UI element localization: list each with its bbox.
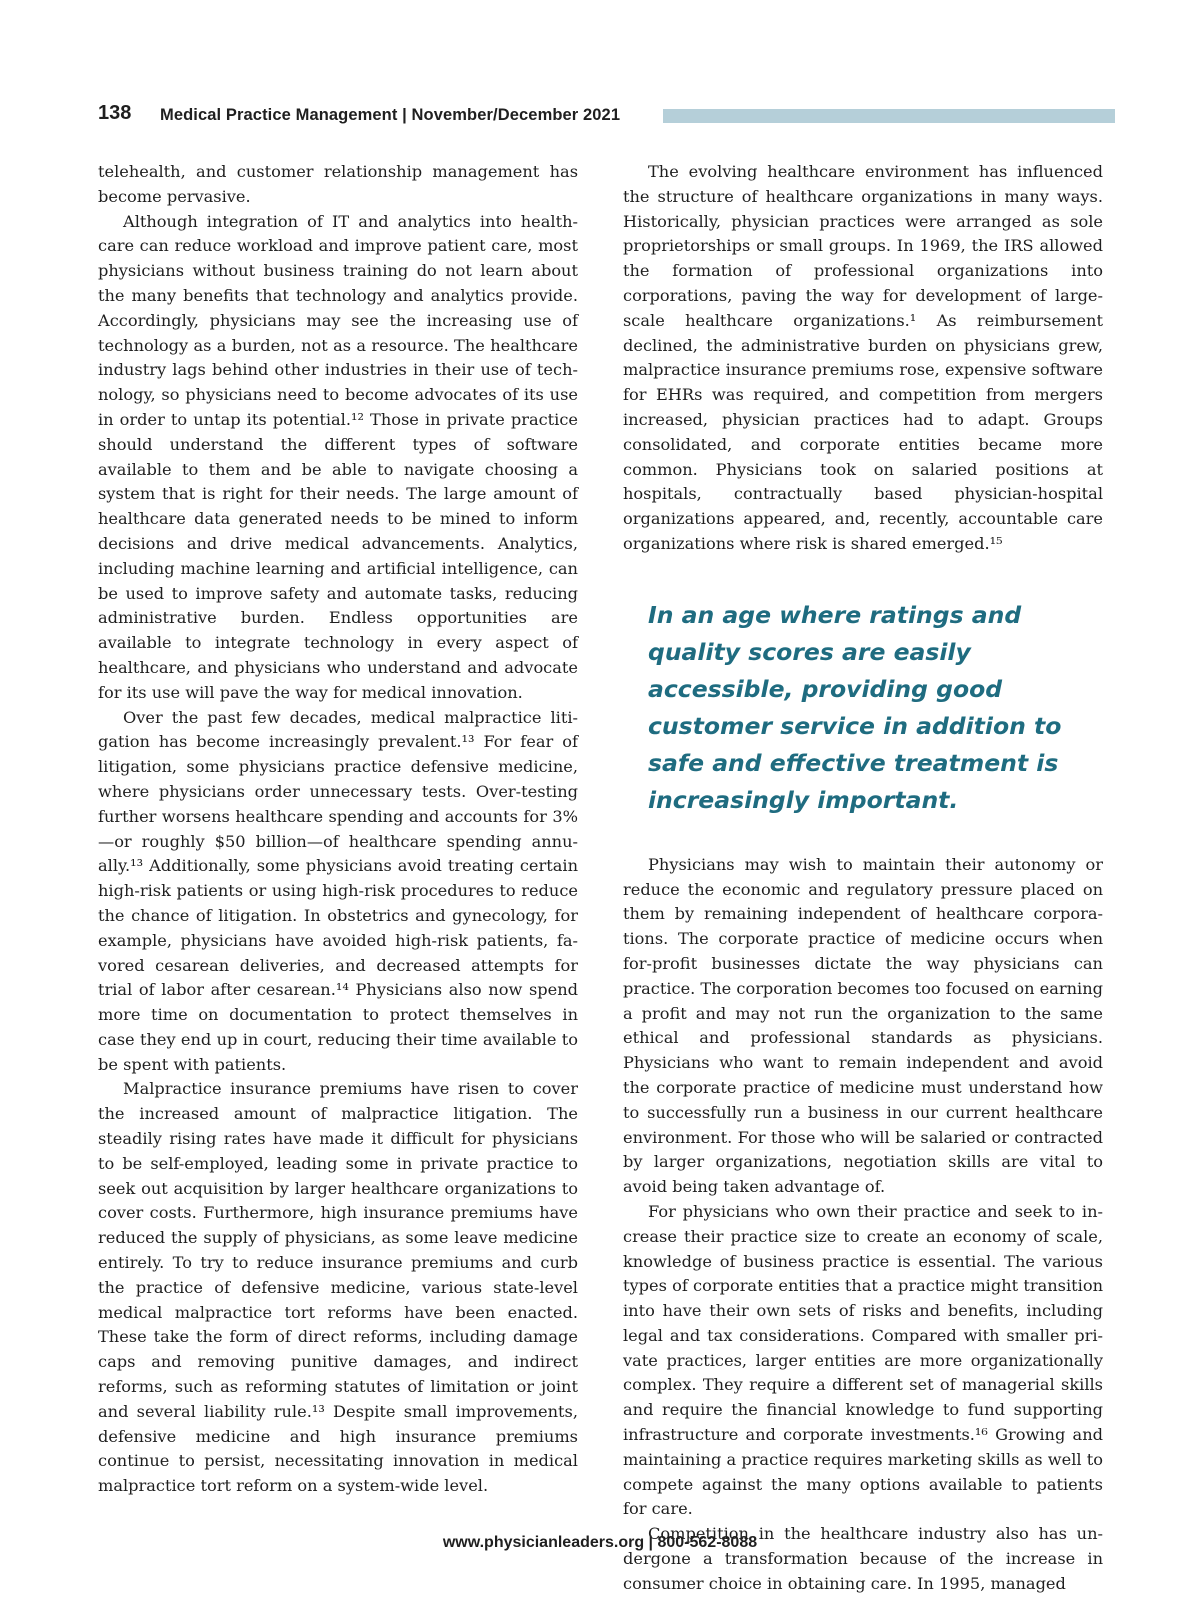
header-decorative-bar <box>663 109 1115 123</box>
left-column <box>98 160 578 1499</box>
page-number: 138 <box>98 102 132 124</box>
page-header <box>98 100 1115 132</box>
journal-title: Medical Practice Management | November/December 2021 <box>160 106 621 124</box>
right-column <box>623 160 1103 1597</box>
page-footer: www.physicianleaders.org | 800-562-8088 <box>442 1534 758 1551</box>
paragraph: The evolving healthcare environment has influenced the structure of healthcare organizations in many ways. Historically, physician practices were arranged as sole proprietorships or small groups. In 1969, the IRS allowed the formation of professional organizations into corporations, paving the way for development of large-scale healthcare organizations.¹ As reimbursement declined, the administrative burden on physicians grew, malpractice insurance premiums rose, expensive software for EHRs was required, and competition from mergers increased, physician practices had to adapt. Groups consolidated, and corporate entities became more common. Physicians took on salaried positions at hospitals, contractually based physician-hospital organizations appeared, and, recently, accountable care organizations where risk is shared emerged.¹⁵ <box>623 162 1103 553</box>
paragraph: Competition in the healthcare industry also has undergone a transformation because of the increase in consumer choice in obtaining care. In 1995, managed <box>623 1524 1103 1593</box>
paragraph: telehealth, and customer relationship management has become pervasive. <box>98 162 578 206</box>
paragraph: For physicians who own their practice and seek to increase their practice size to create an economy of scale, knowledge of business practice is essential. The various types of corporate entities that a practice might transition into have their own sets of risks and benefits, including legal and tax considerations. Compared with smaller private practices, larger entities are more organizationally complex. They require a different set of managerial skills and require the financial knowledge to fund supporting infrastructure and corporate investments.¹⁶ Growing and maintaining a practice requires marketing skills as well to compete against the many options available to patients for care. <box>623 1201 1103 1519</box>
paragraph: Malpractice insurance premiums have risen to cover the increased amount of malpractice litigation. The steadily rising rates have made it difficult for physicians to be self-employed, leading some in private practice to seek out acquisition by larger healthcare organizations to cover costs. Furthermore, high insurance premiums have reduced the supply of physicians, as some leave medicine entirely. To try to reduce insurance premiums and curb the practice of defensive medicine, various state-level medical malpractice tort reforms have been enacted. These take the form of direct reforms, including damage caps and removing punitive damages, and indirect reforms, such as reforming statutes of limitation or joint and several liability rule.¹³ Despite small improvements, defensive medicine and high insurance premiums continue to persist, necessitating innovation in medical malpractice tort reform on a system-wide level. <box>98 1079 578 1496</box>
paragraph: Although integration of IT and analytics into healthcare can reduce workload and improve patient care, most physicians without business training do not learn about the many benefits that technology and analytics provide. Accordingly, physicians may see the increasing use of technology as a burden, not as a resource. The healthcare industry lags behind other industries in their use of technology, so physicians need to become advocates of its use in order to untap its potential.¹² Those in private practice should understand the different types of software available to them and be able to navigate choosing a system that is right for their needs. The large amount of healthcare data generated needs to be mined to inform decisions and drive medical advancements. Analytics, including machine learning and artificial intelligence, can be used to improve safety and automate tasks, reducing administrative burden. Endless opportunities are available to integrate technology in every aspect of healthcare, and physicians who understand and advocate for its use will pave the way for medical innovation. <box>98 211 578 702</box>
paragraph: Physicians may wish to maintain their autonomy or reduce the economic and regulatory pressure placed on them by remaining independent of healthcare corporations. The corporate practice of medicine occurs when for-profit businesses dictate the way physicians can practice. The corporation becomes too focused on earning a profit and may not run the organization to the same ethical and professional standards as physicians. Physicians who want to remain independent and avoid the corporate practice of medicine must understand how to successfully run a business in our current healthcare environment. For those who will be salaried or contracted by larger organizations, negotiation skills are vital to avoid being taken advantage of. <box>623 854 1104 1197</box>
paragraph: Over the past few decades, medical malpractice litigation has become increasingly prevalent.¹³ For fear of litigation, some physicians practice defensive medicine, where physicians order unnecessary tests. Over-testing further worsens healthcare spending and accounts for 3%—or roughly $50 billion—of healthcare spending annually.¹³ Additionally, some physicians avoid treating certain high-risk patients or using high-risk procedures to reduce the chance of litigation. In obstetrics and gynecology, for example, physicians have avoided high-risk patients, favored cesarean deliveries, and decreased attempts for trial of labor after cesarean.¹⁴ Physicians also now spend more time on documentation to protect themselves in case they end up in court, reducing their time available to be spent with patients. <box>98 707 578 1074</box>
pull-quote: In an age where ratings and quality scores are easily accessible, providing good customer service in addition to safe and effective treatment is increasingly important. <box>648 600 1062 814</box>
